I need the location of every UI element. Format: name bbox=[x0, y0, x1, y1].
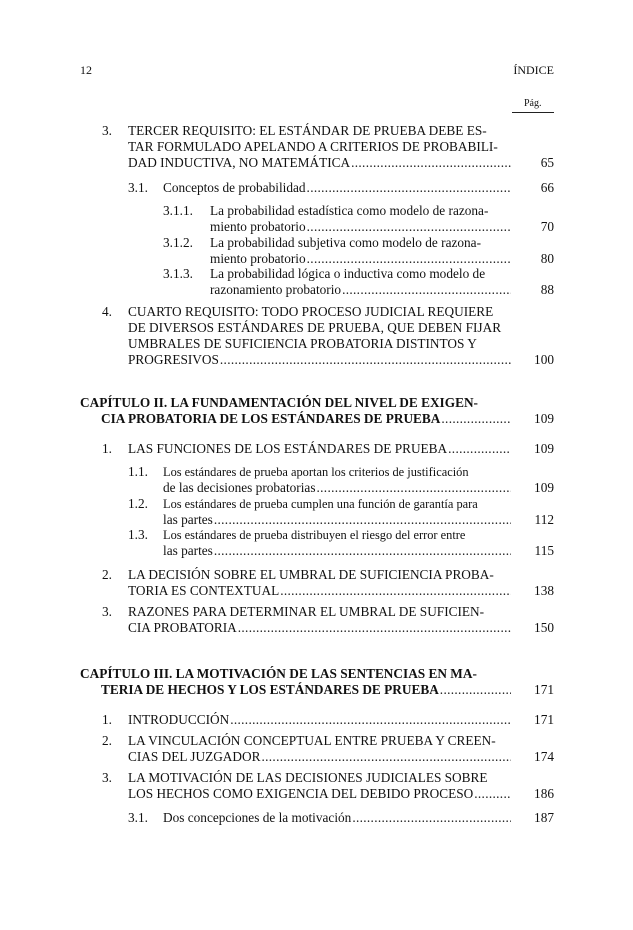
entry-title-line: TAR FORMULADO APELANDO A CRITERIOS DE PROBABILI- bbox=[128, 139, 498, 154]
entry-leader-line bbox=[210, 251, 554, 267]
entry-number: 3.1.3. bbox=[163, 266, 193, 281]
entry-leader-line bbox=[163, 810, 554, 826]
entry-page: 187 bbox=[534, 810, 554, 825]
entry-number: 2. bbox=[102, 733, 112, 748]
entry-title-line: LOS HECHOS COMO EXIGENCIA DEL DEBIDO PROCESO bbox=[128, 786, 474, 801]
entry-leader-line bbox=[128, 749, 554, 765]
entry-title-line: La probabilidad subjetiva como modelo de razona- bbox=[210, 235, 482, 250]
entry-title-line: Los estándares de prueba distribuyen el riesgo del error entre bbox=[163, 528, 466, 542]
chapter-title-line: TERIA DE HECHOS Y LOS ESTÁNDARES DE PRUEBA bbox=[101, 682, 439, 697]
entry-number: 4. bbox=[102, 304, 112, 319]
entry-title-line: Los estándares de prueba cumplen una función de garantía para bbox=[163, 497, 478, 511]
page-number: 12 bbox=[80, 63, 92, 77]
entry-leader-line bbox=[128, 620, 554, 636]
entry-number: 3. bbox=[102, 604, 112, 619]
entry-page: 150 bbox=[534, 620, 554, 635]
entry-page: 66 bbox=[540, 180, 554, 195]
entry-leader-line bbox=[163, 480, 554, 496]
dot-leader bbox=[448, 441, 511, 457]
entry-title-line: RAZONES PARA DETERMINAR EL UMBRAL DE SUFICIEN- bbox=[128, 604, 485, 619]
entry-title-line: de las decisiones probatorias bbox=[163, 480, 316, 495]
entry-number: 3. bbox=[102, 770, 112, 785]
chapter-leader-line bbox=[101, 411, 554, 427]
chapter-title-line: CIA PROBATORIA DE LOS ESTÁNDARES DE PRUEBA bbox=[101, 411, 441, 426]
entry-leader-line bbox=[163, 543, 554, 559]
entry-title-line: las partes bbox=[163, 543, 213, 558]
entry-title-line: UMBRALES DE SUFICIENCIA PROBATORIA DISTINTOS Y bbox=[128, 336, 477, 351]
entry-number: 1.1. bbox=[128, 464, 148, 479]
dot-leader bbox=[440, 682, 511, 698]
entry-page: 174 bbox=[534, 749, 554, 764]
entry-page: 186 bbox=[534, 786, 554, 801]
entry-page: 100 bbox=[534, 352, 554, 367]
dot-leader bbox=[280, 583, 511, 599]
entry-title-line: LAS FUNCIONES DE LOS ESTÁNDARES DE PRUEBA bbox=[128, 441, 448, 456]
chapter-title-line: CAPÍTULO II. LA FUNDAMENTACIÓN DEL NIVEL DE EXIGEN- bbox=[80, 395, 478, 410]
entry-number: 3.1.2. bbox=[163, 235, 193, 250]
entry-page: 115 bbox=[534, 543, 554, 558]
entry-page: 80 bbox=[540, 251, 554, 266]
dot-leader bbox=[261, 749, 511, 765]
entry-leader-line bbox=[128, 352, 554, 368]
entry-page: 112 bbox=[534, 512, 554, 527]
dot-leader bbox=[441, 411, 511, 427]
entry-title-line: TORIA ES CONTEXTUAL bbox=[128, 583, 280, 598]
entry-number: 3.1.1. bbox=[163, 203, 193, 218]
running-header-title: ÍNDICE bbox=[513, 63, 554, 77]
entry-number: 1. bbox=[102, 441, 112, 456]
entry-title-line: miento probatorio bbox=[210, 219, 306, 234]
entry-page: 109 bbox=[534, 441, 554, 456]
dot-leader bbox=[352, 810, 511, 826]
entry-title-line: LA DECISIÓN SOBRE EL UMBRAL DE SUFICIENCIA PROBA- bbox=[128, 567, 494, 582]
pag-underline bbox=[512, 112, 554, 113]
entry-leader-line bbox=[210, 282, 554, 298]
entry-leader-line bbox=[128, 155, 554, 171]
entry-title-line: LA VINCULACIÓN CONCEPTUAL ENTRE PRUEBA Y CREEN- bbox=[128, 733, 496, 748]
entry-title-line: CIA PROBATORIA bbox=[128, 620, 237, 635]
dot-leader bbox=[351, 155, 511, 171]
entry-title-line: Dos concepciones de la motivación bbox=[163, 810, 352, 825]
entry-title-line: DE DIVERSOS ESTÁNDARES DE PRUEBA, QUE DEBEN FIJAR bbox=[128, 320, 502, 335]
entry-number: 1. bbox=[102, 712, 112, 727]
dot-leader bbox=[307, 251, 511, 267]
dot-leader bbox=[220, 352, 511, 368]
entry-number: 2. bbox=[102, 567, 112, 582]
entry-number: 3.1. bbox=[128, 180, 148, 195]
entry-title-line: las partes bbox=[163, 512, 213, 527]
entry-page: 138 bbox=[534, 583, 554, 598]
entry-title-line: Los estándares de prueba aportan los criterios de justificación bbox=[163, 465, 469, 479]
entry-title-line: LA MOTIVACIÓN DE LAS DECISIONES JUDICIALES SOBRE bbox=[128, 770, 488, 785]
entry-page: 70 bbox=[540, 219, 554, 234]
entry-title-line: Conceptos de probabilidad bbox=[163, 180, 306, 195]
entry-title-line: CUARTO REQUISITO: TODO PROCESO JUDICIAL REQUIERE bbox=[128, 304, 494, 319]
entry-title-line: razonamiento probatorio bbox=[210, 282, 342, 297]
entry-title-line: miento probatorio bbox=[210, 251, 306, 266]
entry-title-line: La probabilidad lógica o inductiva como modelo de bbox=[210, 266, 486, 281]
entry-page: 171 bbox=[534, 712, 554, 727]
chapter-leader-line bbox=[101, 682, 554, 698]
chapter-page: 109 bbox=[534, 411, 554, 426]
entry-title-line: TERCER REQUISITO: EL ESTÁNDAR DE PRUEBA DEBE ES- bbox=[128, 123, 487, 138]
pag-column-label: Pág. bbox=[524, 98, 542, 109]
entry-page: 109 bbox=[534, 480, 554, 495]
dot-leader bbox=[307, 180, 511, 196]
entry-title-line: DAD INDUCTIVA, NO MATEMÁTICA bbox=[128, 155, 351, 170]
entry-leader-line bbox=[128, 441, 554, 457]
dot-leader bbox=[214, 543, 511, 559]
entry-title-line: La probabilidad estadística como modelo de razona- bbox=[210, 203, 489, 218]
dot-leader bbox=[307, 219, 511, 235]
chapter-title-line: CAPÍTULO III. LA MOTIVACIÓN DE LAS SENTENCIAS EN MA- bbox=[80, 666, 477, 681]
entry-page: 88 bbox=[540, 282, 554, 297]
dot-leader bbox=[214, 512, 511, 528]
entry-leader-line bbox=[128, 712, 554, 728]
chapter-page: 171 bbox=[534, 682, 554, 697]
entry-leader-line bbox=[210, 219, 554, 235]
dot-leader bbox=[238, 620, 511, 636]
entry-number: 3. bbox=[102, 123, 112, 138]
entry-title-line: INTRODUCCIÓN bbox=[128, 712, 230, 727]
entry-number: 1.2. bbox=[128, 496, 148, 511]
entry-leader-line bbox=[163, 512, 554, 528]
entry-number: 1.3. bbox=[128, 527, 148, 542]
entry-title-line: CIAS DEL JUZGADOR bbox=[128, 749, 261, 764]
dot-leader bbox=[317, 480, 512, 496]
entry-leader-line bbox=[128, 786, 554, 802]
entry-number: 3.1. bbox=[128, 810, 148, 825]
dot-leader bbox=[230, 712, 511, 728]
entry-leader-line bbox=[163, 180, 554, 196]
dot-leader bbox=[474, 786, 511, 802]
entry-page: 65 bbox=[540, 155, 554, 170]
entry-leader-line bbox=[128, 583, 554, 599]
entry-title-line: PROGRESIVOS bbox=[128, 352, 219, 367]
dot-leader bbox=[342, 282, 511, 298]
